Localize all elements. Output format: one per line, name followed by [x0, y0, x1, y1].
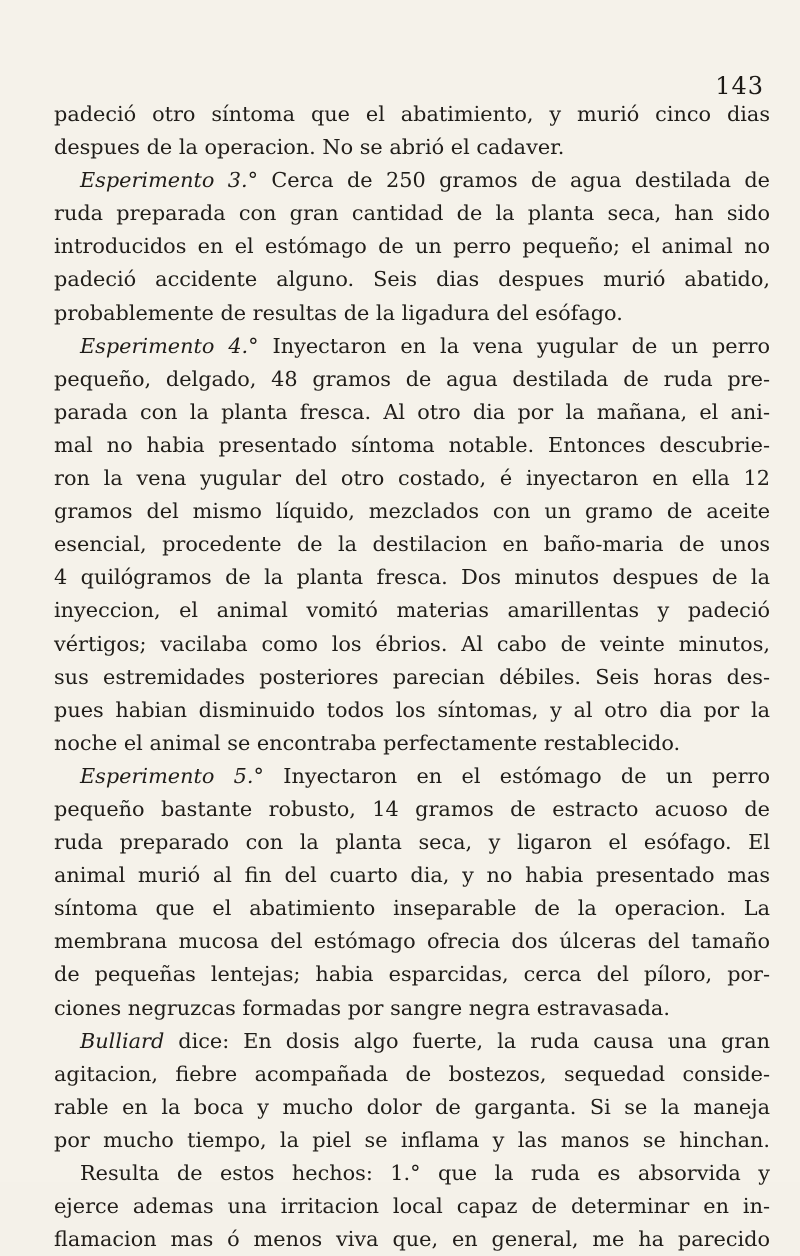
text-line: síntoma que el abatimiento inseparable de la operacion. La	[54, 896, 770, 921]
text-line: agitacion, fiebre acompañada de bostezos, sequedad conside-	[54, 1061, 770, 1086]
text-line: noche el animal se encontraba perfectamente restablecido.	[54, 730, 681, 755]
text-line: pequeño, delgado, 48 gramos de agua destilada de ruda pre-	[54, 366, 770, 391]
text-line: ruda preparado con la planta seca, y ligaron el esófago. El	[54, 830, 770, 855]
text-line: parada con la planta fresca. Al otro dia por la mañana, el ani-	[54, 399, 770, 424]
text-line: Bulliard dice: En dosis algo fuerte, la ruda causa una gran	[80, 1028, 770, 1053]
text-line: inyeccion, el animal vomitó materias amarillentas y padeció	[54, 598, 770, 623]
text-line: probablemente de resultas de la ligadura del esófago.	[54, 300, 623, 325]
text-line: gramos del mismo líquido, mezclados con un gramo de aceite	[54, 499, 770, 524]
text-line: Esperimento 3.° Cerca de 250 gramos de agua destilada de	[80, 168, 770, 193]
text-line: sus estremidades posteriores parecian débiles. Seis horas des-	[54, 664, 770, 689]
text-line: ruda preparada con gran cantidad de la planta seca, han sido	[54, 201, 770, 226]
text-line: padeció accidente alguno. Seis dias despues murió abatido,	[54, 267, 770, 292]
author-name: Bulliard	[80, 1028, 165, 1053]
text-line: de pequeñas lentejas; habia esparcidas, cerca del píloro, por-	[54, 962, 770, 987]
text-line: pues habian disminuido todos los síntomas, y al otro dia por la	[54, 697, 770, 722]
text-line: Esperimento 4.° Inyectaron en la vena yugular de un perro	[80, 333, 770, 358]
text-line: mal no habia presentado síntoma notable. Entonces descubrie-	[54, 432, 770, 457]
text-line: pequeño bastante robusto, 14 gramos de estracto acuoso de	[54, 796, 770, 821]
text-line: vértigos; vacilaba como los ébrios. Al cabo de veinte minutos,	[54, 631, 770, 656]
text-line: ejerce ademas una irritacion local capaz de determinar en in-	[54, 1194, 770, 1219]
text-line: Resulta de estos hechos: 1.° que la ruda es absorvida y	[80, 1161, 770, 1185]
body-text	[54, 98, 770, 1256]
text-line: esencial, procedente de la destilacion en baño-maria de unos	[54, 532, 770, 557]
text-line: membrana mucosa del estómago ofrecia dos úlceras del tamaño	[54, 929, 770, 954]
text-line: rable en la boca y mucho dolor de garganta. Si se la maneja	[54, 1094, 770, 1119]
text-line: Esperimento 5.° Inyectaron en el estómago de un perro	[80, 763, 770, 788]
text-line: ron la vena yugular del otro costado, é inyectaron en ella 12	[54, 466, 770, 491]
text-line: despues de la operacion. No se abrió el cadaver.	[54, 135, 565, 160]
text-line: animal murió al fin del cuarto dia, y no habia presentado mas	[54, 863, 770, 888]
page-number: 143	[715, 72, 764, 100]
experiment-heading: Esperimento 5.°	[80, 763, 264, 788]
text-line: ciones negruzcas formadas por sangre negra estravasada.	[54, 995, 670, 1020]
text-line: 4 quilógramos de la planta fresca. Dos minutos despues de la	[54, 565, 770, 590]
experiment-heading: Esperimento 3.°	[80, 168, 258, 193]
experiment-heading: Esperimento 4.°	[80, 333, 259, 358]
text-line: por mucho tiempo, la piel se inflama y las manos se hinchan.	[54, 1127, 770, 1152]
text-line: padeció otro síntoma que el abatimiento, y murió cinco dias	[54, 102, 770, 126]
text-line: introducidos en el estómago de un perro pequeño; el animal no	[54, 234, 770, 259]
text-line: flamacion mas ó menos viva que, en general, me ha parecido	[54, 1227, 770, 1252]
